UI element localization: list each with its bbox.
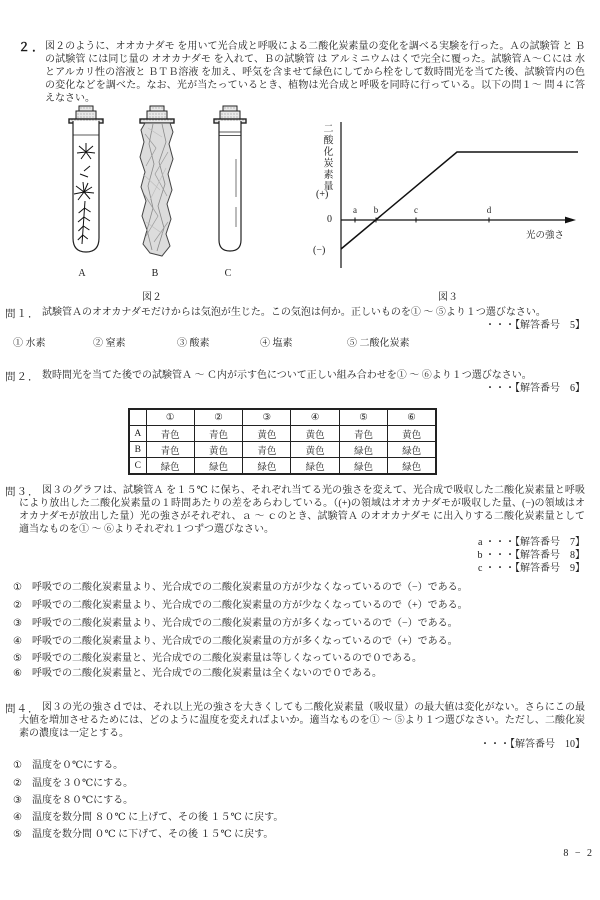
table-cell: 青色 (146, 426, 194, 442)
choice-text: 呼吸での二酸化炭素量より、光合成での二酸化炭素量の方が少なくなっているので（−）である。 (32, 582, 468, 593)
q4-choice-5 (13, 828, 273, 841)
tube-b-label: B (151, 268, 159, 279)
q3-text: 図３のグラフは、試験管Ａ を１５℃ に保ち、それぞれ当てる光の強さを変えて、光合成で吸収した二酸化炭素量と呼吸により放出した二酸化炭素量の１時間あたりの差をあらわしている。（(+)の領域はオオカナダモが吸収した量、(−)の領域はオオカナダモが放出した量）光の強さがそれぞれ、ａ ～ ｃのとき、試験管Ａ のオオカナダモ に出入りする二酸化炭素量として適当なものを① ～ ⑥よりそれぞれ１つずつ選びなさい。 (19, 485, 585, 535)
circled-number: ④ (260, 338, 270, 349)
q4-text: 図３の光の強さｄでは、それ以上光の強さを大きくしても二酸化炭素量（吸収量）の最大値は変化がない。さらにこの最大値を増加させるためには、どのように温度を変えればよいか。適当なものを① ～ ⑤より１つ選びなさい。ただし、二酸化炭素の濃度は一定とする。 (19, 702, 585, 739)
q3-label: 問３． (5, 487, 40, 498)
table-cell: 黄色 (243, 426, 291, 442)
q3-choice-2 (13, 599, 468, 612)
tick-label-d: d (486, 205, 492, 215)
q1-choice-3 (177, 334, 210, 349)
q3-answer-ref-c: c ・・・【解答番号 9】 (478, 563, 585, 574)
figure3-zero-mark: 0 (327, 214, 332, 225)
test-tube-c-drawing (214, 106, 246, 251)
q1-choices (0, 334, 600, 348)
choice-text: 水素 (25, 338, 46, 349)
choice-text: 呼吸での二酸化炭素量と、光合成での二酸化炭素量は全くないので０である。 (32, 668, 382, 679)
table-cell: 緑色 (339, 442, 387, 458)
q3-answer-ref-b: b ・・・【解答番号 8】 (477, 550, 585, 561)
circled-number: ② (13, 778, 22, 789)
table-cell: 黄色 (194, 442, 242, 458)
q1-choice-4 (260, 334, 293, 349)
circled-number: ⑥ (13, 668, 22, 679)
table-row (129, 426, 436, 442)
choice-text: 温度を３０℃にする。 (32, 778, 134, 789)
choice-text: 温度を数分間 ０℃ に下げて、その後 １５℃ に戻す。 (32, 829, 274, 840)
tick-label-a: a (353, 205, 357, 215)
q1-choice-2 (93, 334, 126, 349)
q4-choice-2 (13, 777, 133, 790)
tube-a-label: A (78, 268, 86, 279)
choice-text: 呼吸での二酸化炭素量より、光合成での二酸化炭素量の方が少なくなっているので（+）である。 (32, 600, 468, 611)
table-cell: 緑色 (194, 458, 242, 475)
table-cell: 黄色 (388, 426, 436, 442)
circled-number: ⑤ (347, 338, 357, 349)
q1-answer-ref: ・・・【解答番号 5】 (485, 320, 585, 331)
table-cell: 緑色 (388, 458, 436, 475)
choice-text: 二酸化炭素 (359, 338, 410, 349)
circled-number: ① (13, 760, 22, 771)
q4-choice-4 (13, 811, 283, 824)
figure-3-caption: 図３ (438, 292, 458, 303)
q1-label: 問１． (5, 309, 40, 320)
tick-label-c: c (414, 205, 418, 215)
circled-number: ① (13, 338, 23, 349)
table-cell: 緑色 (291, 458, 339, 475)
q2-answer-ref: ・・・【解答番号 6】 (485, 383, 585, 394)
table-cell: 緑色 (339, 458, 387, 475)
figure3-x-axis-label: 光の強さ (526, 231, 565, 241)
choice-text: 呼吸での二酸化炭素量より、光合成での二酸化炭素量の方が多くなっているので（−）である。 (32, 618, 458, 629)
table-cell: 緑色 (146, 458, 194, 475)
q1-choice-5 (347, 334, 410, 349)
q2-color-table (128, 408, 437, 475)
choice-text: 塩素 (272, 338, 293, 349)
corner-cell (129, 409, 146, 426)
q3-choice-4 (13, 635, 458, 648)
q4-choice-1 (13, 759, 123, 772)
choice-text: 窒素 (105, 338, 126, 349)
circled-number: ① (13, 582, 22, 593)
choice-text: 温度を数分間 ８０℃ に上げて、その後 １５℃ に戻す。 (32, 812, 284, 823)
col-header-2: ② (194, 409, 242, 426)
table-row (129, 442, 436, 458)
choice-text: 呼吸での二酸化炭素量と、光合成での二酸化炭素量は等しくなっているので０である。 (32, 653, 422, 664)
q2-label: 問２． (5, 372, 40, 383)
figure-2-caption: 図２ (142, 292, 162, 303)
table-header-row (129, 409, 436, 426)
q3-choice-1 (13, 581, 468, 594)
col-header-1: ① (146, 409, 194, 426)
table-cell: 黄色 (291, 426, 339, 442)
figure-3-graph (315, 118, 580, 270)
row-label: C (129, 458, 146, 475)
tick-label-b: b (373, 205, 379, 215)
row-label: B (129, 442, 146, 458)
table-cell: 緑色 (388, 442, 436, 458)
q3-choice-6 (13, 667, 382, 680)
q4-label: 問４． (5, 704, 40, 715)
q3-choice-5 (13, 652, 422, 665)
table-cell: 青色 (146, 442, 194, 458)
q1-text: 試験管Ａのオオカナダモだけからは気泡が生じた。この気泡は何か。正しいものを① ～ ⑤より１つ選びなさい。 (42, 307, 546, 318)
aluminum-foil-icon (140, 123, 173, 256)
problem-intro-text: 図２のように、オオカナダモ を用いて光合成と呼吸による二酸化炭素量の変化を調べる実験を行った。Ａの試験管 と Ｂの試験管 には同じ量の オオカナダモ を入れて、Ｂの試験管 は アルミニウムはくで完全に覆った。試験管Ａ～Ｃには 水 とアルカリ性の溶液と ＢＴＢ溶液 を加え、呼気を含ませて緑色にしてから栓をして数時間光を当てた後、試験管内の色の変化などを調べた。なお、光が当たっているとき、植物は光合成と呼吸を同時に行っている。以下の問１～ 問４に答えなさい。 (45, 41, 585, 104)
col-header-6: ⑥ (388, 409, 436, 426)
col-header-3: ③ (243, 409, 291, 426)
figure3-plus-mark: (+) (316, 189, 329, 200)
choice-text: 酸素 (189, 338, 210, 349)
tube-c-label: C (224, 268, 232, 279)
row-label: A (129, 426, 146, 442)
circled-number: ② (13, 600, 22, 611)
table-row (129, 458, 436, 475)
q4-choice-3 (13, 794, 133, 807)
q1-choice-1 (13, 334, 46, 349)
page-number: 8 − 2 (563, 848, 594, 859)
choice-text: 温度を８０℃にする。 (32, 795, 134, 806)
circled-number: ③ (13, 618, 22, 629)
table-cell: 青色 (243, 442, 291, 458)
circled-number: ③ (13, 795, 22, 806)
col-header-5: ⑤ (339, 409, 387, 426)
circled-number: ④ (13, 812, 22, 823)
choice-text: 呼吸での二酸化炭素量より、光合成での二酸化炭素量の方が多くなっているので（+）である。 (32, 636, 458, 647)
table-cell: 緑色 (243, 458, 291, 475)
test-tube-b-drawing (140, 106, 174, 123)
col-header-4: ④ (291, 409, 339, 426)
q3-answer-ref-a: a ・・・【解答番号 7】 (478, 537, 585, 548)
q2-text: 数時間光を当てた後での試験管Ａ ～ Ｃ内が示す色について正しい組み合わせを① ～ ⑥より１つ選びなさい。 (42, 370, 532, 381)
circled-number: ⑤ (13, 829, 22, 840)
q4-answer-ref: ・・・【解答番号 10】 (480, 739, 585, 750)
table-cell: 青色 (339, 426, 387, 442)
x-axis-arrow (565, 217, 576, 224)
choice-text: 温度を０℃にする。 (32, 760, 124, 771)
circled-number: ⑤ (13, 653, 22, 664)
circled-number: ④ (13, 636, 22, 647)
table-cell: 黄色 (291, 442, 339, 458)
circled-number: ② (93, 338, 103, 349)
problem-number: ２． (18, 40, 47, 54)
q3-choice-3 (13, 617, 458, 630)
table-cell: 青色 (194, 426, 242, 442)
figure-2-test-tubes (50, 104, 262, 264)
figure3-minus-mark: (−) (313, 245, 326, 256)
figure3-y-axis-label: 二酸化炭素量 (321, 123, 332, 192)
test-tube-a-drawing (69, 106, 103, 252)
circled-number: ③ (177, 338, 187, 349)
